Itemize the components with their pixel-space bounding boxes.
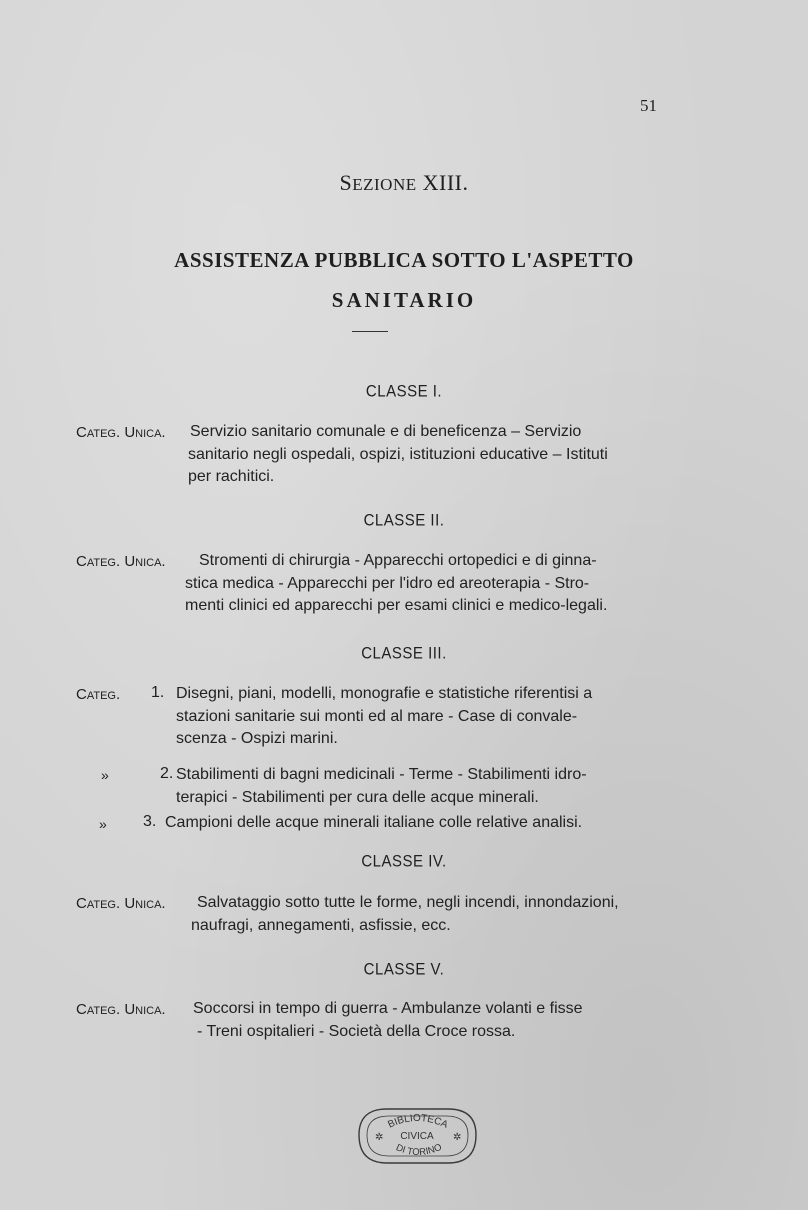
item-number: 2.	[160, 765, 174, 782]
ditto-mark: »	[99, 816, 107, 832]
title-line-2: SANITARIO	[331, 288, 477, 312]
svg-text:BIBLIOTECA: BIBLIOTECA	[386, 1112, 450, 1131]
class-3-item-2: Stabilimenti di bagni medicinali - Terme - Stabilimenti idro- terapici - Stabilimenti per cura delle acque minerali.	[176, 766, 587, 806]
class-heading-4: CLASSE IV.	[361, 851, 447, 872]
title-line-1: ASSISTENZA PUBBLICA SOTTO L'ASPETTO	[174, 248, 634, 272]
svg-text:DI TORINO: DI TORINO	[394, 1141, 444, 1159]
class-4-text: Salvataggio sotto tutte le forme, negli incendi, innondazioni, naufragi, annegamenti, asfissie, ecc.	[191, 894, 619, 934]
page-number: 51	[640, 96, 657, 115]
category-label: Categ. Unica.	[76, 553, 166, 570]
category-label: Categ. Unica.	[76, 895, 166, 912]
class-heading-3: CLASSE III.	[361, 643, 447, 664]
category-label: Categ.	[76, 686, 121, 703]
category-label: Categ. Unica.	[76, 1001, 166, 1018]
class-heading-1: CLASSE I.	[365, 381, 443, 402]
class-1-text: Servizio sanitario comunale e di beneficenza – Servizio sanitario negli ospedali, ospizi, istituzioni educative – Istituti per rachitici.	[188, 423, 608, 485]
class-heading-5: CLASSE V.	[363, 959, 445, 980]
section-heading: SEZIONE XIII.	[339, 170, 469, 195]
library-stamp-icon	[355, 1105, 480, 1167]
category-label: Categ. Unica.	[76, 424, 166, 441]
class-heading-2: CLASSE II.	[363, 510, 445, 531]
class-3-item-3: Campioni delle acque minerali italiane colle relative analisi.	[165, 814, 583, 831]
item-number: 1.	[151, 684, 165, 701]
svg-text:✲: ✲	[453, 1132, 462, 1143]
class-5-text: Soccorsi in tempo di guerra - Ambulanze volanti e fisse - Treni ospitalieri - Società della Croce rossa.	[193, 1000, 583, 1040]
class-2-text: Stromenti di chirurgia - Apparecchi ortopedici e di ginna- stica medica - Apparecchi per l'idro ed areoterapia - Stro- menti clinici ed apparecchi per esami clinici e medico-legali.	[185, 552, 608, 614]
svg-text:✲: ✲	[375, 1132, 384, 1143]
ditto-mark: »	[101, 767, 109, 783]
item-number: 3.	[143, 813, 157, 830]
main-title	[0, 248, 808, 313]
class-3-item-1: Disegni, piani, modelli, monografie e statistiche riferentisi a stazioni sanitarie sui monti ed al mare - Case di convale- scenza - Ospizi marini.	[176, 685, 593, 747]
divider-rule	[352, 331, 388, 332]
svg-text:CIVICA: CIVICA	[400, 1131, 434, 1142]
